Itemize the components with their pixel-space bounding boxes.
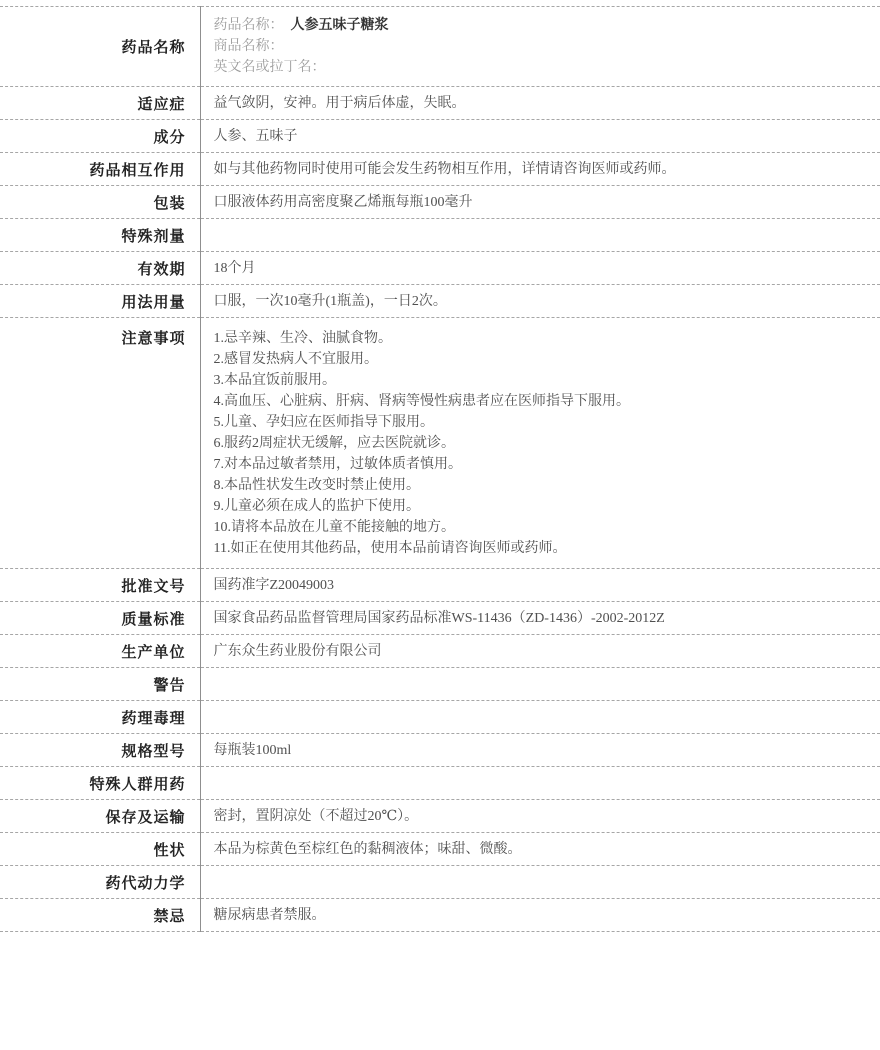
row-value: 本品为棕黄色至棕红色的黏稠液体；味甜、微酸。 xyxy=(200,833,880,866)
row-label: 包装 xyxy=(0,186,200,219)
row-value xyxy=(200,701,880,734)
table-row xyxy=(0,153,880,186)
note-line: 5.儿童、孕妇应在医师指导下服用。 xyxy=(213,415,434,430)
row-label: 药品名称 xyxy=(0,7,200,87)
row-label: 特殊人群用药 xyxy=(0,767,200,800)
note-line: 9.儿童必须在成人的监护下使用。 xyxy=(213,499,420,514)
row-label: 禁忌 xyxy=(0,899,200,932)
row-value xyxy=(200,767,880,800)
row-label: 规格型号 xyxy=(0,734,200,767)
note-line: 7.对本品过敏者禁用，过敏体质者慎用。 xyxy=(213,457,462,472)
table-row xyxy=(0,186,880,219)
row-value: 国家食品药品监督管理局国家药品标准WS-11436（ZD-1436）-2002-2012Z xyxy=(200,602,880,635)
table-row xyxy=(0,701,880,734)
row-value: 人参、五味子 xyxy=(200,120,880,153)
row-value: 糖尿病患者禁服。 xyxy=(200,899,880,932)
row-label: 用法用量 xyxy=(0,285,200,318)
table-row xyxy=(0,602,880,635)
name-field-line xyxy=(214,15,871,36)
row-value xyxy=(200,318,880,569)
table-row xyxy=(0,318,880,569)
table-row xyxy=(0,866,880,899)
note-line: 10.请将本品放在儿童不能接触的地方。 xyxy=(213,520,455,535)
table-row xyxy=(0,285,880,318)
row-label: 质量标准 xyxy=(0,602,200,635)
row-value: 每瓶装100ml xyxy=(200,734,880,767)
table-row xyxy=(0,899,880,932)
name-field-label: 英文名或拉丁名： xyxy=(213,60,326,75)
name-field-line xyxy=(214,57,871,78)
row-label: 性状 xyxy=(0,833,200,866)
note-line: 4.高血压、心脏病、肝病、肾病等慢性病患者应在医师指导下服用。 xyxy=(213,394,630,409)
table-row xyxy=(0,635,880,668)
row-value: 如与其他药物同时使用可能会发生药物相互作用，详情请咨询医师或药师。 xyxy=(200,153,880,186)
row-label: 保存及运输 xyxy=(0,800,200,833)
row-label: 批准文号 xyxy=(0,569,200,602)
row-value: 密封，置阴凉处（不超过20℃）。 xyxy=(200,800,880,833)
row-value xyxy=(200,668,880,701)
table-row xyxy=(0,569,880,602)
row-label: 注意事项 xyxy=(0,318,200,569)
row-value: 国药准字Z20049003 xyxy=(200,569,880,602)
row-label: 药品相互作用 xyxy=(0,153,200,186)
row-value xyxy=(200,219,880,252)
table-row xyxy=(0,800,880,833)
row-value xyxy=(200,866,880,899)
name-field-label: 商品名称： xyxy=(213,39,284,54)
note-line: 1.忌辛辣、生冷、油腻食物。 xyxy=(213,331,392,346)
table-row xyxy=(0,7,880,87)
note-line: 3.本品宜饭前服用。 xyxy=(213,373,336,388)
row-label: 适应症 xyxy=(0,87,200,120)
row-value xyxy=(200,7,880,87)
row-value: 口服液体药用高密度聚乙烯瓶每瓶100毫升 xyxy=(200,186,880,219)
row-value: 益气敛阴，安神。用于病后体虚，失眠。 xyxy=(200,87,880,120)
row-label: 药理毒理 xyxy=(0,701,200,734)
row-label: 特殊剂量 xyxy=(0,219,200,252)
row-value: 18个月 xyxy=(200,252,880,285)
drug-info-table-body xyxy=(0,7,880,932)
row-label: 生产单位 xyxy=(0,635,200,668)
note-line: 6.服药2周症状无缓解，应去医院就诊。 xyxy=(213,436,455,451)
name-field-value: 人参五味子糖浆 xyxy=(290,18,389,33)
note-line: 11.如正在使用其他药品，使用本品前请咨询医师或药师。 xyxy=(213,541,567,556)
drug-info-table xyxy=(0,6,880,932)
note-line: 2.感冒发热病人不宜服用。 xyxy=(213,352,378,367)
row-label: 成分 xyxy=(0,120,200,153)
name-field-line xyxy=(214,36,871,57)
row-label: 有效期 xyxy=(0,252,200,285)
row-label: 药代动力学 xyxy=(0,866,200,899)
table-row xyxy=(0,219,880,252)
table-row xyxy=(0,252,880,285)
row-label: 警告 xyxy=(0,668,200,701)
table-row xyxy=(0,767,880,800)
table-row xyxy=(0,87,880,120)
table-row xyxy=(0,120,880,153)
table-row xyxy=(0,833,880,866)
name-field-label: 药品名称： xyxy=(213,18,284,33)
note-line: 8.本品性状发生改变时禁止使用。 xyxy=(213,478,420,493)
table-row xyxy=(0,734,880,767)
row-value: 广东众生药业股份有限公司 xyxy=(200,635,880,668)
table-row xyxy=(0,668,880,701)
row-value: 口服，一次10毫升(1瓶盖)，一日2次。 xyxy=(200,285,880,318)
